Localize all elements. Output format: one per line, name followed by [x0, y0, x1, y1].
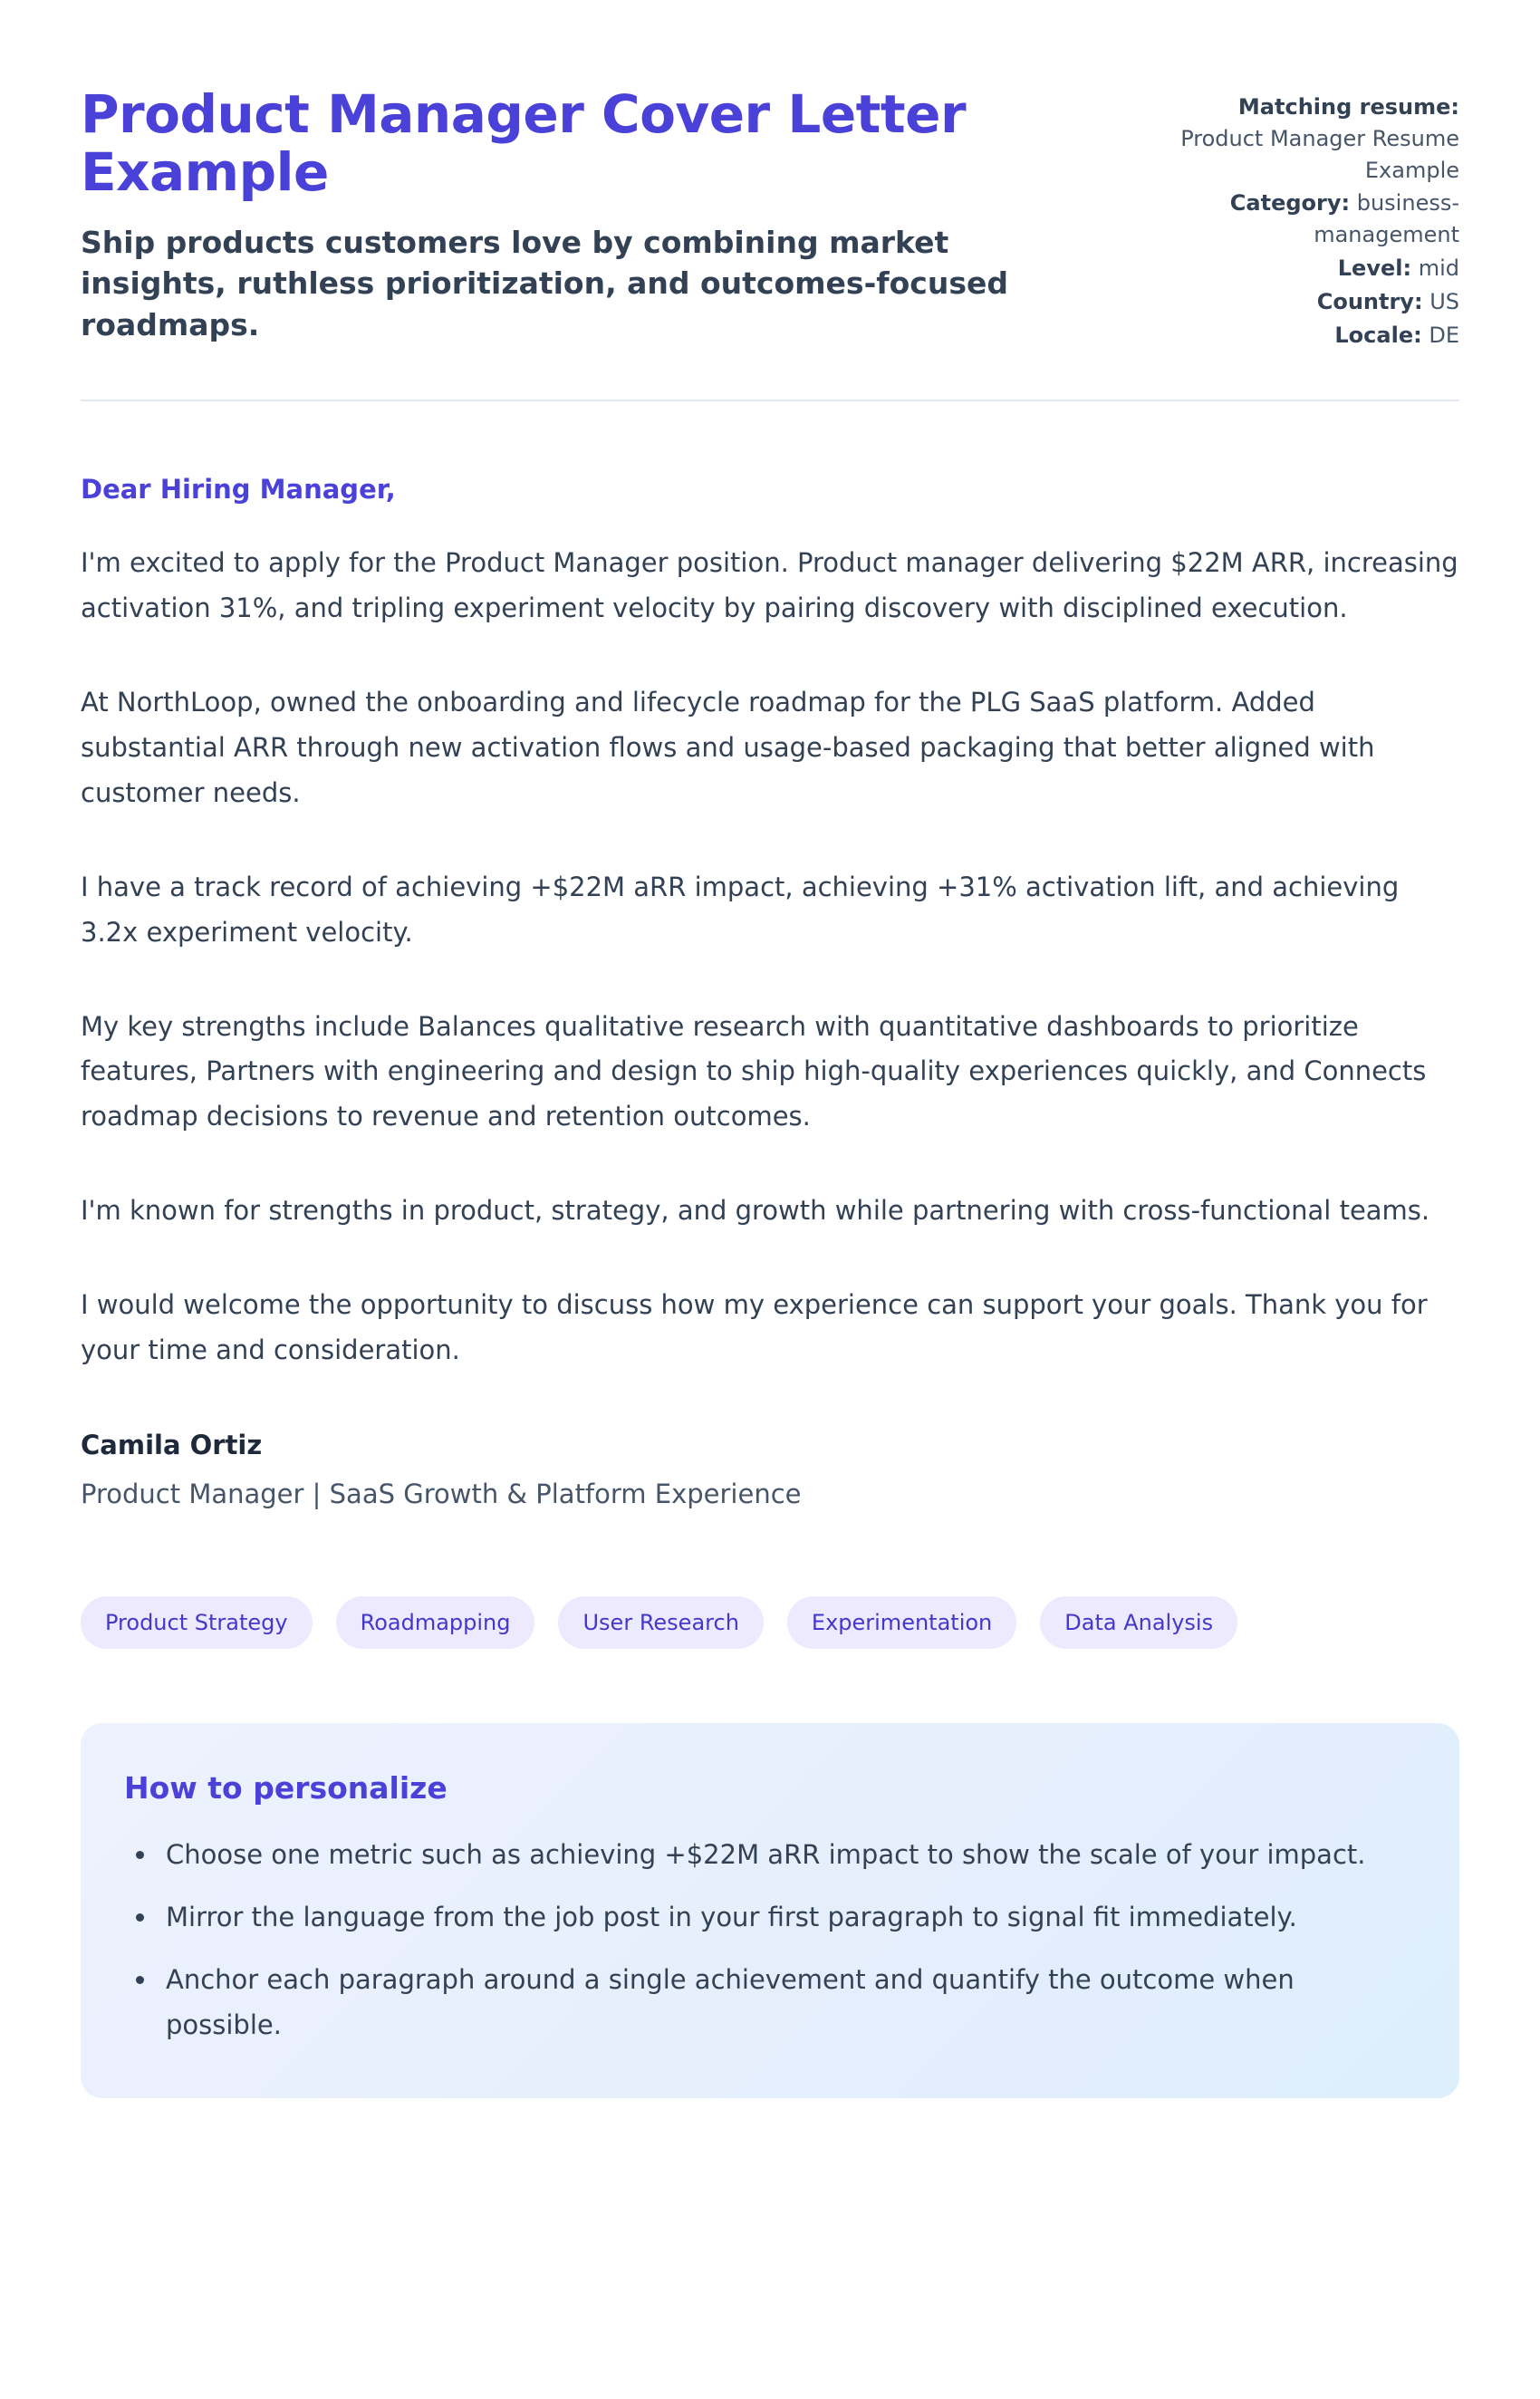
meta-label: Matching resume: [1237, 94, 1459, 120]
letter-paragraph: I'm known for strengths in product, strategy, and growth while partnering with cross-functional teams. [81, 1195, 1430, 1227]
letter-paragraph: I would welcome the opportunity to discuss how my experience can support your goals. Thank you for your time and consideration. [81, 1289, 1428, 1365]
header-divider [81, 400, 1459, 401]
meta-value: DE [1429, 322, 1459, 348]
header-title-block [81, 83, 1059, 345]
page-title: Product Manager Cover Letter Example [81, 83, 967, 203]
page-header [81, 83, 1459, 352]
meta-value: mid [1418, 255, 1459, 281]
personalize-heading: How to personalize [124, 1769, 448, 1806]
tag-product-strategy: Product Strategy [81, 1596, 313, 1649]
letter-paragraph: I have a track record of achieving +$22M aRR impact, achieving +31% activation lift, and achieving 3.2x experiment velocity. [81, 871, 1400, 948]
personalize-tip-list [124, 1833, 1416, 2047]
tag-user-research: User Research [558, 1596, 763, 1649]
tag-data-analysis: Data Analysis [1040, 1596, 1237, 1649]
meta-locale [1174, 320, 1459, 352]
tag-roadmapping: Roadmapping [336, 1596, 535, 1649]
letter-paragraph: My key strengths include Balances qualitative research with quantitative dashboards to prioritize features, Partners with engineering and design to ship high-quality experiences quickly, and Connects roadmap decisions to revenue and retention outcomes. [81, 1010, 1427, 1132]
meta-matching-resume [1174, 92, 1459, 186]
meta-level [1174, 253, 1459, 284]
meta-label: Locale: [1334, 322, 1422, 348]
meta-label: Level: [1337, 255, 1412, 281]
personalize-callout [81, 1723, 1459, 2098]
letter-body [81, 474, 1459, 1508]
signature-name: Camila Ortiz [81, 1429, 263, 1460]
letter-paragraph: I'm excited to apply for the Product Manager position. Product manager delivering $22M ARR, increasing activation 31%, and tripling experiment velocity by pairing discovery with disciplined execution. [81, 547, 1458, 624]
meta-category [1174, 188, 1459, 251]
signature-role: Product Manager | SaaS Growth & Platform Experience [81, 1478, 802, 1509]
meta-value: Product Manager Resume Example [1180, 125, 1459, 183]
salutation: Dear Hiring Manager, [81, 474, 396, 506]
meta-value: business-management [1314, 190, 1459, 248]
meta-label: Category: [1229, 190, 1351, 217]
skill-tags [81, 1596, 1459, 1649]
meta-value: US [1429, 288, 1459, 314]
meta-country [1174, 286, 1459, 318]
personalize-tip: • Anchor each paragraph around a single achievement and quantify the outcome when possible. [159, 1958, 1416, 2047]
meta-block [1174, 86, 1459, 352]
personalize-tip: • Mirror the language from the job post in your first paragraph to signal fit immediately. [159, 1895, 1416, 1940]
tag-experimentation: Experimentation [787, 1596, 1016, 1649]
meta-label: Country: [1316, 288, 1423, 314]
page-subtitle: Ship products customers love by combining market insights, ruthless prioritization, and outcomes-focused roadmaps. [81, 224, 1008, 342]
letter-paragraph: At NorthLoop, owned the onboarding and lifecycle roadmap for the PLG SaaS platform. Added substantial ARR through new activation flows and usage-based packaging that better aligned with customer needs. [81, 687, 1375, 808]
personalize-tip: • Choose one metric such as achieving +$22M aRR impact to show the scale of your impact. [159, 1833, 1416, 1877]
signature-block [81, 1430, 1459, 1509]
